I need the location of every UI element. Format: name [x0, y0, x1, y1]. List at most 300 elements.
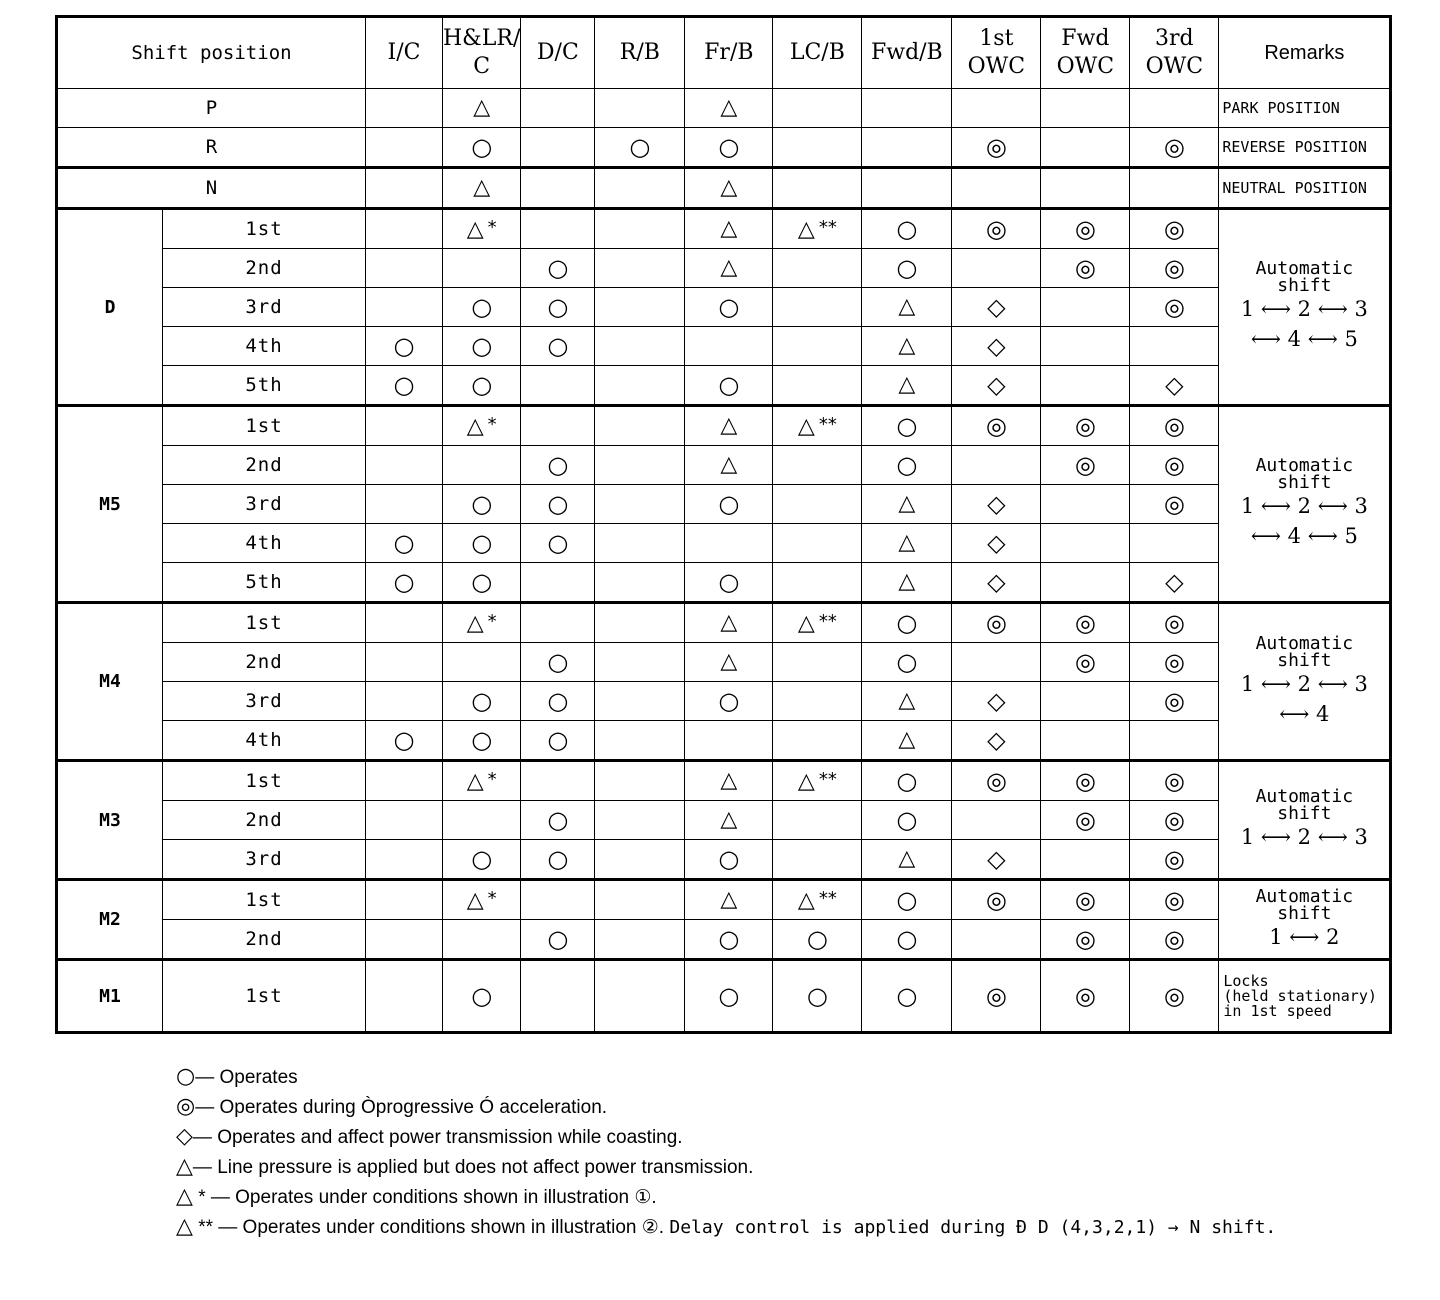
- cell-fwdowc: [1041, 960, 1130, 1033]
- cell-rb: [595, 920, 685, 960]
- cell-hlrc: [443, 89, 521, 128]
- chart-body: [57, 89, 1391, 1033]
- cell-fwdowc: [1041, 761, 1130, 801]
- cell-fwdb: [862, 920, 952, 960]
- position-label: R: [57, 128, 366, 168]
- cell-fwdowc: [1041, 643, 1130, 682]
- cell-rb: [595, 89, 685, 128]
- remark-title: shift: [1277, 649, 1332, 671]
- diamond-icon: ◇: [1165, 567, 1184, 596]
- triangle-icon: △: [466, 888, 484, 913]
- double-circle-icon: ◎: [1163, 924, 1185, 953]
- range-label: M1: [57, 960, 163, 1033]
- cell-hlrc: [443, 446, 521, 485]
- operates-circle-icon: ○: [547, 450, 569, 479]
- cell-rb: [595, 643, 685, 682]
- legend-symbol-icon: △: [176, 1214, 193, 1239]
- shift-position-header: Shift position: [57, 17, 366, 89]
- operates-circle-icon: ○: [547, 331, 569, 360]
- operates-circle-icon: ○: [547, 489, 569, 518]
- double-circle-icon: ◎: [1074, 253, 1096, 282]
- cell-fwdowc: [1041, 603, 1130, 643]
- gear-row: [57, 682, 1391, 721]
- cell-fwdb: [862, 761, 952, 801]
- triangle-icon: △: [898, 372, 916, 397]
- triangle-icon: △: [898, 846, 916, 871]
- cell-owc3: [1130, 880, 1219, 920]
- column-header-line: H&LR/: [443, 26, 521, 51]
- gear-row: [57, 327, 1391, 366]
- double-circle-icon: ◎: [1163, 647, 1185, 676]
- column-header-line: R/B: [619, 40, 660, 65]
- cell-owc1: [952, 801, 1041, 840]
- cell-owc3: [1130, 128, 1219, 168]
- range-label: M2: [57, 880, 163, 960]
- cell-frb: [685, 446, 773, 485]
- double-circle-icon: ◎: [1074, 411, 1096, 440]
- triangle-icon: △: [466, 769, 484, 794]
- cell-dc: [521, 524, 595, 563]
- cell-frb: [685, 485, 773, 524]
- cell-fwdowc: [1041, 209, 1130, 249]
- double-circle-icon: ◎: [985, 608, 1007, 637]
- cell-owc3: [1130, 209, 1219, 249]
- cell-hlrc: [443, 603, 521, 643]
- triangle-icon: △: [898, 530, 916, 555]
- cell-owc3: [1130, 366, 1219, 406]
- gear-label: 1st: [163, 603, 366, 643]
- gear-label: 2nd: [163, 446, 366, 485]
- shift-sequence: 1 ⟷ 2 ⟷ 3: [1240, 297, 1368, 321]
- triangle-icon: △: [898, 688, 916, 713]
- cell-dc: [521, 682, 595, 721]
- operates-circle-icon: ○: [547, 292, 569, 321]
- cell-rb: [595, 128, 685, 168]
- operates-circle-icon: ○: [806, 981, 828, 1010]
- legend-text: — Operates: [195, 1067, 298, 1088]
- double-circle-icon: ◎: [985, 214, 1007, 243]
- cell-owc3: [1130, 446, 1219, 485]
- double-circle-icon: ◎: [1163, 132, 1185, 161]
- cell-ic: [366, 761, 443, 801]
- cell-owc3: [1130, 801, 1219, 840]
- triangle-icon: △: [466, 611, 484, 636]
- cell-hlrc: [443, 128, 521, 168]
- triangle-icon: △: [720, 807, 738, 832]
- cell-hlrc: [443, 761, 521, 801]
- gear-label: 1st: [163, 406, 366, 446]
- cell-rb: [595, 840, 685, 880]
- cell-rb: [595, 960, 685, 1033]
- column-header-line: OWC: [967, 54, 1026, 79]
- column-header-line: OWC: [1056, 54, 1115, 79]
- cell-dc: [521, 446, 595, 485]
- triangle-icon: △: [473, 175, 491, 200]
- cell-hlrc: [443, 840, 521, 880]
- cell-rb: [595, 524, 685, 563]
- gear-row: [57, 721, 1391, 761]
- cell-dc: [521, 563, 595, 603]
- cell-owc3: [1130, 485, 1219, 524]
- cell-owc1: [952, 406, 1041, 446]
- operates-circle-icon: ○: [718, 132, 740, 161]
- column-header-fwdowc: [1041, 17, 1130, 89]
- triangle-icon: △: [720, 175, 738, 200]
- cell-owc3: [1130, 721, 1219, 761]
- cell-fwdb: [862, 288, 952, 327]
- operates-circle-icon: ○: [896, 647, 918, 676]
- double-circle-icon: ◎: [1163, 805, 1185, 834]
- gear-row: [57, 840, 1391, 880]
- cell-rb: [595, 761, 685, 801]
- operates-circle-icon: ○: [718, 844, 740, 873]
- double-circle-icon: ◎: [1163, 981, 1185, 1010]
- remarks-header: Remarks: [1219, 17, 1391, 89]
- cell-fwdb: [862, 603, 952, 643]
- legend-text: — Operates during Òprogressive Ó acceleration.: [195, 1097, 608, 1118]
- operates-circle-icon: ○: [471, 132, 493, 161]
- cell-hlrc: [443, 485, 521, 524]
- operates-circle-icon: ○: [547, 253, 569, 282]
- double-circle-icon: ◎: [1074, 450, 1096, 479]
- double-circle-icon: ◎: [1074, 885, 1096, 914]
- cell-lcb: [773, 249, 862, 288]
- double-circle-icon: ◎: [1074, 924, 1096, 953]
- cell-owc1: [952, 128, 1041, 168]
- cell-owc3: [1130, 249, 1219, 288]
- cell-dc: [521, 89, 595, 128]
- gear-label: 2nd: [163, 643, 366, 682]
- cell-frb: [685, 327, 773, 366]
- cell-ic: [366, 682, 443, 721]
- cell-dc: [521, 840, 595, 880]
- double-circle-icon: ◎: [1163, 253, 1185, 282]
- operates-circle-icon: ○: [718, 924, 740, 953]
- remark-automatic-shift: [1219, 209, 1391, 406]
- remark-title: Automatic: [1255, 885, 1354, 907]
- cell-owc1: [952, 761, 1041, 801]
- shift-sequence: ⟷ 4 ⟷ 5: [1250, 327, 1358, 351]
- cell-fwdb: [862, 485, 952, 524]
- remark: PARK POSITION: [1219, 89, 1391, 128]
- cell-fwdb: [862, 128, 952, 168]
- operates-circle-icon: ○: [471, 489, 493, 518]
- cell-hlrc: [443, 249, 521, 288]
- cell-owc1: [952, 721, 1041, 761]
- cell-frb: [685, 524, 773, 563]
- gear-label: 3rd: [163, 682, 366, 721]
- footnote-asterisk: **: [818, 888, 837, 909]
- gear-label: 2nd: [163, 920, 366, 960]
- cell-rb: [595, 168, 685, 209]
- remark-title: Automatic: [1255, 258, 1354, 279]
- double-circle-icon: ◎: [1163, 214, 1185, 243]
- column-header-fwdb: [862, 17, 952, 89]
- cell-ic: [366, 209, 443, 249]
- operates-circle-icon: ○: [393, 725, 415, 754]
- gear-row: [57, 249, 1391, 288]
- column-header-line: D/C: [536, 40, 579, 65]
- cell-fwdb: [862, 563, 952, 603]
- cell-rb: [595, 485, 685, 524]
- cell-dc: [521, 209, 595, 249]
- cell-lcb: [773, 960, 862, 1033]
- position-row-n: [57, 168, 1391, 209]
- cell-hlrc: [443, 563, 521, 603]
- cell-lcb: [773, 880, 862, 920]
- gear-row: [57, 801, 1391, 840]
- position-label: N: [57, 168, 366, 209]
- triangle-icon: △: [720, 255, 738, 280]
- remark-title: shift: [1277, 803, 1332, 824]
- cell-ic: [366, 721, 443, 761]
- double-circle-icon: ◎: [1074, 608, 1096, 637]
- range-label: M5: [57, 406, 163, 603]
- cell-hlrc: [443, 209, 521, 249]
- cell-lcb: [773, 288, 862, 327]
- cell-fwdowc: [1041, 485, 1130, 524]
- cell-owc1: [952, 288, 1041, 327]
- cell-fwdowc: [1041, 920, 1130, 960]
- gear-label: 4th: [163, 327, 366, 366]
- cell-lcb: [773, 366, 862, 406]
- remark-title: Automatic: [1255, 455, 1354, 476]
- legend-text: * — Operates under conditions shown in illustration ①.: [192, 1187, 657, 1208]
- cell-ic: [366, 603, 443, 643]
- cell-owc1: [952, 603, 1041, 643]
- triangle-icon: △: [720, 768, 738, 793]
- triangle-icon: △: [466, 414, 484, 439]
- cell-rb: [595, 603, 685, 643]
- triangle-icon: △: [797, 414, 815, 439]
- cell-fwdowc: [1041, 563, 1130, 603]
- remark: NEUTRAL POSITION: [1219, 168, 1391, 209]
- column-header-line: Fr/B: [704, 40, 754, 65]
- footnote-asterisk: *: [487, 888, 497, 909]
- operates-circle-icon: ○: [471, 528, 493, 557]
- remark-automatic-shift: [1219, 603, 1391, 761]
- legend-symbol-icon: △: [176, 1184, 193, 1209]
- double-circle-icon: ◎: [985, 981, 1007, 1010]
- triangle-icon: △: [898, 569, 916, 594]
- triangle-icon: △: [898, 491, 916, 516]
- diamond-icon: ◇: [987, 844, 1006, 873]
- cell-rb: [595, 801, 685, 840]
- cell-ic: [366, 249, 443, 288]
- gear-row: [57, 761, 1391, 801]
- operates-circle-icon: ○: [393, 567, 415, 596]
- gear-row: [57, 209, 1391, 249]
- cell-dc: [521, 327, 595, 366]
- cell-rb: [595, 563, 685, 603]
- cell-rb: [595, 406, 685, 446]
- double-circle-icon: ◎: [985, 411, 1007, 440]
- triangle-icon: △: [720, 610, 738, 635]
- diamond-icon: ◇: [987, 370, 1006, 399]
- gear-row: [57, 485, 1391, 524]
- cell-lcb: [773, 761, 862, 801]
- double-circle-icon: ◎: [1163, 766, 1185, 795]
- shift-sequence: ⟷ 4 ⟷ 5: [1250, 524, 1358, 548]
- column-header-ic: [366, 17, 443, 89]
- cell-ic: [366, 563, 443, 603]
- double-circle-icon: ◎: [1163, 885, 1185, 914]
- column-header-lcb: [773, 17, 862, 89]
- cell-rb: [595, 721, 685, 761]
- cell-owc3: [1130, 168, 1219, 209]
- cell-owc3: [1130, 840, 1219, 880]
- triangle-icon: △: [898, 333, 916, 358]
- column-header-line: OWC: [1145, 54, 1204, 79]
- cell-frb: [685, 682, 773, 721]
- operates-circle-icon: ○: [718, 686, 740, 715]
- diamond-icon: ◇: [987, 528, 1006, 557]
- cell-lcb: [773, 89, 862, 128]
- footnote-asterisk: **: [818, 414, 837, 435]
- footnote-asterisk: **: [818, 611, 837, 632]
- clutch-brake-operation-chart: [55, 15, 1392, 1034]
- cell-lcb: [773, 209, 862, 249]
- diamond-icon: ◇: [1165, 370, 1184, 399]
- gear-label: 2nd: [163, 249, 366, 288]
- operates-circle-icon: ○: [547, 647, 569, 676]
- cell-owc3: [1130, 288, 1219, 327]
- gear-label: 4th: [163, 524, 366, 563]
- triangle-icon: △: [720, 887, 738, 912]
- cell-fwdb: [862, 446, 952, 485]
- cell-owc1: [952, 840, 1041, 880]
- cell-rb: [595, 209, 685, 249]
- footnote-asterisk: *: [487, 414, 497, 435]
- gear-row: [57, 446, 1391, 485]
- operates-circle-icon: ○: [547, 844, 569, 873]
- cell-ic: [366, 128, 443, 168]
- cell-ic: [366, 288, 443, 327]
- operates-circle-icon: ○: [471, 725, 493, 754]
- cell-fwdb: [862, 960, 952, 1033]
- legend-text: — Line pressure is applied but does not affect power transmission.: [192, 1157, 754, 1178]
- column-header-owc3: [1130, 17, 1219, 89]
- cell-fwdowc: [1041, 249, 1130, 288]
- cell-hlrc: [443, 880, 521, 920]
- cell-fwdowc: [1041, 288, 1130, 327]
- cell-frb: [685, 880, 773, 920]
- remark-lock: [1219, 960, 1391, 1033]
- remark-automatic-shift: [1219, 761, 1391, 880]
- cell-dc: [521, 249, 595, 288]
- cell-frb: [685, 128, 773, 168]
- cell-fwdb: [862, 89, 952, 128]
- cell-lcb: [773, 920, 862, 960]
- cell-lcb: [773, 840, 862, 880]
- legend: [176, 1062, 1276, 1242]
- legend-text: — Operates and affect power transmission while coasting.: [192, 1127, 683, 1148]
- operates-circle-icon: ○: [896, 924, 918, 953]
- operates-circle-icon: ○: [896, 608, 918, 637]
- gear-row: [57, 288, 1391, 327]
- cell-ic: [366, 524, 443, 563]
- cell-owc1: [952, 682, 1041, 721]
- legend-symbol-icon: ◎: [176, 1094, 196, 1119]
- cell-fwdb: [862, 406, 952, 446]
- operates-circle-icon: ○: [806, 924, 828, 953]
- remark-line: (held stationary): [1223, 986, 1377, 1005]
- cell-dc: [521, 920, 595, 960]
- cell-fwdb: [862, 249, 952, 288]
- cell-rb: [595, 288, 685, 327]
- double-circle-icon: ◎: [1163, 411, 1185, 440]
- cell-fwdowc: [1041, 366, 1130, 406]
- cell-lcb: [773, 721, 862, 761]
- cell-fwdowc: [1041, 840, 1130, 880]
- cell-frb: [685, 89, 773, 128]
- column-header-dc: [521, 17, 595, 89]
- gear-label: 3rd: [163, 840, 366, 880]
- footnote-asterisk: **: [818, 217, 837, 238]
- triangle-icon: △: [797, 888, 815, 913]
- triangle-icon: △: [720, 452, 738, 477]
- cell-fwdowc: [1041, 721, 1130, 761]
- legend-symbol-icon: △: [176, 1154, 193, 1179]
- position-label: P: [57, 89, 366, 128]
- operates-circle-icon: ○: [896, 766, 918, 795]
- cell-owc1: [952, 880, 1041, 920]
- gear-label: 1st: [163, 960, 366, 1033]
- double-circle-icon: ◎: [1074, 766, 1096, 795]
- triangle-icon: △: [898, 294, 916, 319]
- cell-frb: [685, 643, 773, 682]
- shift-sequence: 1 ⟷ 2 ⟷ 3: [1240, 494, 1368, 518]
- gear-row: [57, 880, 1391, 920]
- cell-dc: [521, 880, 595, 920]
- cell-hlrc: [443, 288, 521, 327]
- cell-hlrc: [443, 524, 521, 563]
- cell-fwdowc: [1041, 128, 1130, 168]
- cell-frb: [685, 406, 773, 446]
- remark-title: shift: [1277, 275, 1332, 296]
- operates-circle-icon: ○: [471, 331, 493, 360]
- double-circle-icon: ◎: [1163, 292, 1185, 321]
- cell-frb: [685, 366, 773, 406]
- cell-lcb: [773, 128, 862, 168]
- cell-rb: [595, 249, 685, 288]
- cell-dc: [521, 960, 595, 1033]
- cell-owc3: [1130, 682, 1219, 721]
- cell-fwdb: [862, 721, 952, 761]
- gear-row: [57, 603, 1391, 643]
- gear-label: 5th: [163, 563, 366, 603]
- cell-lcb: [773, 168, 862, 209]
- header-row: [57, 17, 1391, 89]
- cell-rb: [595, 880, 685, 920]
- cell-hlrc: [443, 721, 521, 761]
- double-circle-icon: ◎: [1163, 686, 1185, 715]
- gear-row: [57, 366, 1391, 406]
- cell-fwdb: [862, 840, 952, 880]
- cell-owc1: [952, 168, 1041, 209]
- cell-fwdowc: [1041, 406, 1130, 446]
- cell-hlrc: [443, 643, 521, 682]
- operates-circle-icon: ○: [718, 370, 740, 399]
- triangle-icon: △: [797, 769, 815, 794]
- operates-circle-icon: ○: [718, 489, 740, 518]
- operates-circle-icon: ○: [547, 924, 569, 953]
- column-header-line: Fwd/B: [870, 40, 943, 65]
- cell-owc3: [1130, 406, 1219, 446]
- column-header-line: 1st: [979, 26, 1014, 51]
- cell-frb: [685, 801, 773, 840]
- cell-owc1: [952, 209, 1041, 249]
